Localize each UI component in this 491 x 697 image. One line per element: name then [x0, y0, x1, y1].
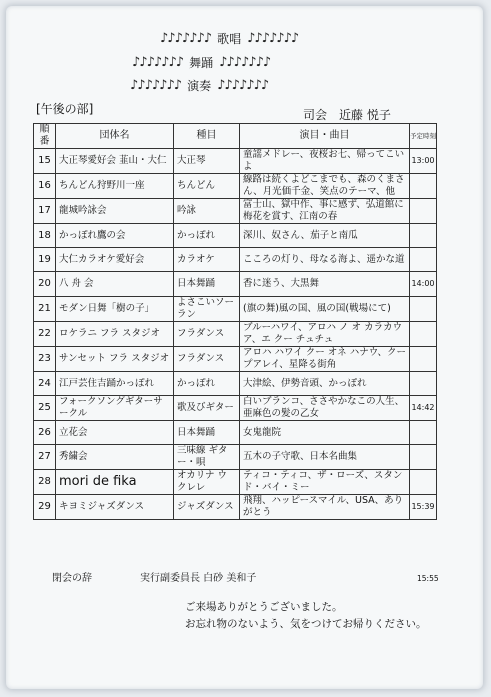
row-group: 秀繍会: [56, 445, 174, 470]
row-number: 19: [34, 248, 56, 272]
mc-name: 司会 近藤 悦子: [303, 108, 391, 122]
row-number: 29: [34, 495, 56, 520]
row-group: かっぽれ鷹の会: [56, 224, 174, 248]
table-row: [34, 248, 437, 272]
table-row: [34, 470, 437, 495]
table-row: [34, 174, 437, 199]
table-row: [34, 322, 437, 347]
row-type: オカリナ ウクレレ: [174, 470, 240, 495]
row-type: 歌及びギター: [174, 396, 240, 421]
row-number: 20: [34, 272, 56, 297]
row-type: かっぽれ: [174, 372, 240, 396]
row-group: ロケラニ フラ スタジオ: [56, 322, 174, 347]
music-notes-icon: ♪♪♪♪♪♪♪: [219, 55, 271, 70]
row-group: サンセット フラ スタジオ: [56, 347, 174, 372]
table-row: [34, 149, 437, 174]
row-group: 大正琴愛好会 韮山・大仁: [56, 149, 174, 174]
thanks-line-2: お忘れ物のないよう、気をつけてお帰りください。: [185, 618, 427, 630]
row-number: 28: [34, 470, 56, 495]
row-time: 13:00: [410, 149, 437, 174]
closing-speaker: 実行副委員長 白砂 美和子: [140, 573, 257, 584]
row-time: [410, 297, 437, 322]
row-type: かっぽれ: [174, 224, 240, 248]
row-program: 線路は続くよどこまでも、森のくまさん、月光価千金、笑点のテーマ、他: [240, 174, 410, 199]
row-group: フォークソングギターサークル: [56, 396, 174, 421]
row-group: 江戸芸住吉踊かっぽれ: [56, 372, 174, 396]
table-row: [34, 224, 437, 248]
row-program: 女鬼龍院: [240, 421, 410, 445]
row-program: 白いブランコ、ささやかなこの人生、亜麻色の髪の乙女: [240, 396, 410, 421]
header-type: 種目: [174, 124, 240, 149]
row-program: 五木の子守歌、日本名曲集: [240, 445, 410, 470]
row-program: 富士山、獄中作、事に感ず、弘道館に梅花を賞す、江南の春: [240, 199, 410, 224]
table-row: [34, 297, 437, 322]
row-number: 27: [34, 445, 56, 470]
music-notes-icon: ♪♪♪♪♪♪♪: [247, 31, 299, 46]
header-line-1: [160, 30, 298, 47]
row-program: 香に迷う、大黒舞: [240, 272, 410, 297]
row-group: 八 舟 会: [56, 272, 174, 297]
row-time: [410, 174, 437, 199]
row-time: [410, 322, 437, 347]
row-number: 18: [34, 224, 56, 248]
row-type: フラダンス: [174, 322, 240, 347]
row-program: ティコ・ティコ、ザ・ローズ、スタンド・バイ・ミー: [240, 470, 410, 495]
table-header-row: [34, 124, 437, 149]
table-row: [34, 495, 437, 520]
row-program: アロハ ハワイ クー オネ ハナウ、クープアレイ、星降る街角: [240, 347, 410, 372]
row-number: 22: [34, 322, 56, 347]
music-notes-icon: ♪♪♪♪♪♪♪: [130, 78, 182, 93]
table-row: [34, 272, 437, 297]
row-program: (旗の舞)風の国、風の国(戦場にて): [240, 297, 410, 322]
row-type: 吟詠: [174, 199, 240, 224]
row-group: 龍城吟詠会: [56, 199, 174, 224]
row-program: 飛翔、ハッピースマイル、USA、ありがとう: [240, 495, 410, 520]
row-type: 三味線 ギター・唄: [174, 445, 240, 470]
table-row: [34, 199, 437, 224]
row-time: [410, 372, 437, 396]
row-number: 26: [34, 421, 56, 445]
header-order: 順番: [34, 124, 56, 149]
section-title: [午後の部]: [36, 102, 94, 116]
closing-label: 閉会の辞: [52, 573, 92, 584]
row-type: 大正琴: [174, 149, 240, 174]
row-time: 14:00: [410, 272, 437, 297]
row-number: 23: [34, 347, 56, 372]
row-type: 日本舞踊: [174, 272, 240, 297]
table-row: [34, 421, 437, 445]
header-singing: 歌唱: [217, 32, 242, 46]
table-row: [34, 347, 437, 372]
row-program: ブルーハワイ、アロハ ノ オ カラカウア、エ クー チュチュ: [240, 322, 410, 347]
header-line-2: [132, 54, 270, 71]
row-program: 大津絵、伊勢音頭、かっぽれ: [240, 372, 410, 396]
row-number: 15: [34, 149, 56, 174]
row-program: 童謡メドレー、夜桜お七、帰ってこいよ: [240, 149, 410, 174]
header-time: 予定時刻: [410, 124, 437, 149]
row-time: [410, 347, 437, 372]
table-row: [34, 372, 437, 396]
row-program: こころの灯り、母なる海よ、遥かな道: [240, 248, 410, 272]
row-group: mori de fika: [56, 470, 174, 495]
closing-time: 15:55: [417, 574, 439, 583]
row-type: カラオケ: [174, 248, 240, 272]
row-number: 25: [34, 396, 56, 421]
row-number: 17: [34, 199, 56, 224]
row-time: [410, 421, 437, 445]
music-notes-icon: ♪♪♪♪♪♪♪: [132, 55, 184, 70]
row-program: 深川、奴さん、茄子と南瓜: [240, 224, 410, 248]
row-group: キヨミジャズダンス: [56, 495, 174, 520]
music-notes-icon: ♪♪♪♪♪♪♪: [160, 31, 212, 46]
row-time: [410, 445, 437, 470]
row-group: ちんどん狩野川一座: [56, 174, 174, 199]
row-time: [410, 248, 437, 272]
row-type: よさこいソーラン: [174, 297, 240, 322]
music-notes-icon: ♪♪♪♪♪♪♪: [217, 78, 269, 93]
row-number: 24: [34, 372, 56, 396]
row-type: 日本舞踊: [174, 421, 240, 445]
row-number: 16: [34, 174, 56, 199]
row-time: 15:39: [410, 495, 437, 520]
header-line-3: [130, 77, 268, 94]
row-time: [410, 199, 437, 224]
row-type: ちんどん: [174, 174, 240, 199]
row-type: ジャズダンス: [174, 495, 240, 520]
table-row: [34, 445, 437, 470]
row-time: [410, 224, 437, 248]
row-time: [410, 470, 437, 495]
thanks-line-1: ご来場ありがとうございました。: [185, 601, 343, 613]
row-time: 14:42: [410, 396, 437, 421]
row-type: フラダンス: [174, 347, 240, 372]
header-dance: 舞踊: [189, 56, 214, 70]
header-group: 団体名: [56, 124, 174, 149]
row-group: 大仁カラオケ愛好会: [56, 248, 174, 272]
program-table: [33, 123, 437, 520]
row-group: 立花会: [56, 421, 174, 445]
table-row: [34, 396, 437, 421]
row-group: モダン日舞「樹の子」: [56, 297, 174, 322]
header-program: 演目・曲目: [240, 124, 410, 149]
row-number: 21: [34, 297, 56, 322]
header-performance: 演奏: [187, 79, 212, 93]
